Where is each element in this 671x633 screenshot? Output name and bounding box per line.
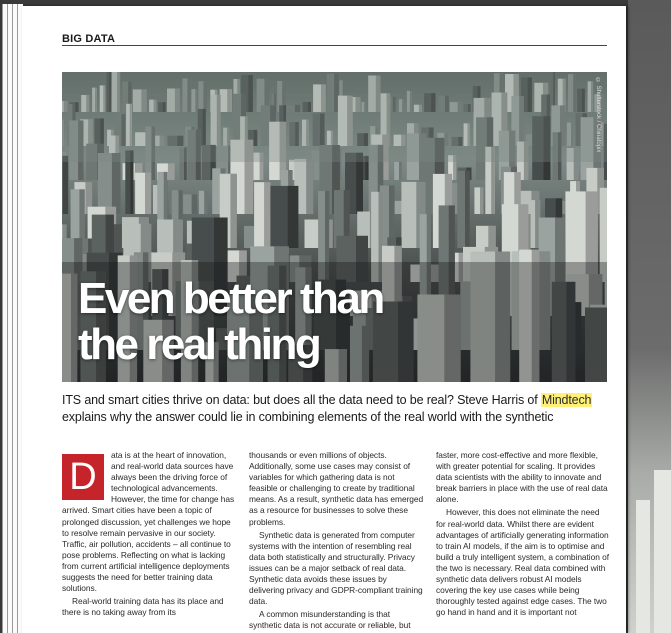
model-building <box>199 191 208 214</box>
model-building <box>62 156 68 214</box>
drop-cap: D <box>62 454 104 500</box>
headline-line-1: Even better than <box>78 274 383 323</box>
body-paragraph: However, this does not eliminate the need for real-world data. Whilst there are evident advantages of artificially generating information to train AI models, if the aim is to optimise and build a truly intelligent system, a combination of the two is necessary. Real data combined with synthetic data delivers robust AI models covering the key use cases while being thoroughly tested against edge cases. The two go hand in hand and it is important not <box>436 507 609 618</box>
image-haze <box>62 72 607 162</box>
body-paragraph: faster, more cost-effective and more flexible, with greater potential for scaling. It provides data scientists with the ability to innovate and break barriers in place with the use of real data alone. <box>436 450 608 505</box>
standfirst <box>62 392 612 426</box>
model-building <box>474 187 483 214</box>
background-building <box>654 470 671 633</box>
model-building <box>135 173 151 214</box>
body-column-3 <box>436 450 611 618</box>
highlighted-company: Mindtech <box>541 393 592 407</box>
image-credit: © Shutterstock / Chinatopix <box>595 78 601 153</box>
body-column-2 <box>249 450 424 632</box>
body-paragraph: A common misunderstanding is that synthetic data is not accurate or reliable, but <box>249 609 411 631</box>
body-paragraph: Real-world training data has its place and there is no taking away from its <box>62 596 224 618</box>
section-rule <box>62 45 607 46</box>
body-paragraph: thousands or even millions of objects. Additionally, some use cases may consist of variables for which gathering data is not feasible or challenging to create by traditional means. As a result, synthetic data has emerged as a resource for businesses to solve these problems. <box>249 450 424 527</box>
model-building <box>476 226 496 248</box>
body-paragraph: Synthetic data is generated from computer systems with the intention of resembling real data both statistically and structurally. Privacy issues can be a major setback of real data. Synthetic data avoids these issues by delivering privacy and GDPR-compliant training data. <box>249 529 423 607</box>
hero-image <box>62 72 607 382</box>
standfirst-text: ITS and smart cities thrive on data: but does all the data need to be real? Steve Harris of <box>62 393 541 407</box>
magazine-page <box>22 6 626 633</box>
body-paragraph: ata is at the heart of innovation, and real-world data sources have always been the driving force of technological advancements. However, the time for change has arrived. Smart cities have been a topic of prolonged discussion, yet challenges we hope to resolve remain pervasive in our society. Traffic, air pollution, accidents – all continue to pose problems. Reflecting on what is lacking from current artificial intelligence deployments suggests the need for better training data solutions. <box>62 450 235 594</box>
body-column-1 <box>62 450 237 618</box>
model-building <box>270 186 298 248</box>
section-label: BIG DATA <box>62 33 116 45</box>
background-building <box>636 500 650 633</box>
model-building <box>183 194 197 214</box>
model-building <box>98 153 121 214</box>
background-right <box>628 0 671 633</box>
model-building <box>457 171 469 248</box>
standfirst-text: explains why the answer could lie in combining elements of the real world with the synthetic <box>62 410 554 424</box>
model-building <box>394 162 402 180</box>
headline-line-2: the real thing <box>78 320 320 369</box>
headline <box>78 276 383 368</box>
